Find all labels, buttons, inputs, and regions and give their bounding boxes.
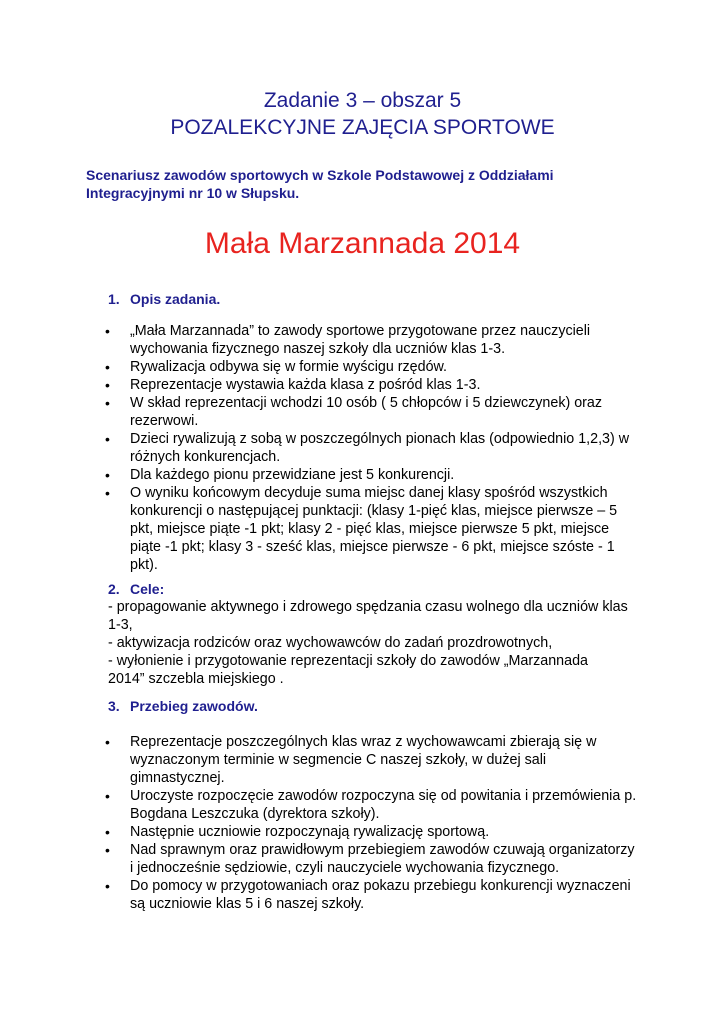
- section-2-heading: [108, 580, 164, 598]
- bullet-icon: •: [105, 842, 110, 858]
- list-item: • Do pomocy w przygotowaniach oraz pokazu przebiegu konkurencji wyznaczeni są uczniowie klas 5 i 6 naszej szkoły.: [105, 878, 631, 912]
- bullet-icon: •: [105, 377, 110, 393]
- section-1-number: 1.: [108, 291, 120, 307]
- list-item: • Reprezentacje poszczególnych klas wraz z wychowawcami zbierają się w wyznaczonym terminie w segmencie C naszej szkoły, w dużej sali gimnastycznej.: [105, 734, 597, 786]
- section-1-title: Opis zadania.: [130, 291, 221, 307]
- list-item: • W skład reprezentacji wchodzi 10 osób ( 5 chłopców i 5 dziewczynek) oraz rezerwowi.: [105, 395, 603, 429]
- bullet-icon: •: [105, 359, 110, 375]
- section-2-title: Cele:: [130, 581, 165, 597]
- list-item: • Nad sprawnym oraz prawidłowym przebiegiem zawodów czuwają organizatorzy i jednocześnie sędziowie, czyli nauczyciele wychowania fizycznego.: [105, 842, 635, 876]
- task-subheading: POZALEKCYJNE ZAJĘCIA SPORTOWE: [170, 116, 555, 139]
- goal-line: - propagowanie aktywnego i zdrowego spędzania czasu wolnego dla uczniów klas 1-3,: [108, 599, 628, 633]
- section-1-heading: [108, 290, 220, 308]
- goal-line: - wyłonienie i przygotowanie reprezentacji szkoły do zawodów „Marzannada 2014” szczebla miejskiego .: [108, 653, 588, 687]
- section-2-number: 2.: [108, 581, 120, 597]
- list-item: • Dla każdego pionu przewidziane jest 5 konkurencji.: [105, 467, 455, 483]
- section-1-list: [0, 322, 640, 574]
- bullet-icon: •: [105, 824, 110, 840]
- bullet-icon: •: [105, 878, 110, 894]
- event-title: Mała Marzannada 2014: [204, 227, 521, 260]
- section-3-number: 3.: [108, 698, 120, 714]
- bullet-icon: •: [105, 467, 110, 483]
- bullet-icon: •: [105, 485, 110, 501]
- list-item: • Rywalizacja odbywa się w formie wyścigu rzędów.: [105, 359, 448, 375]
- bullet-icon: •: [105, 734, 110, 750]
- bullet-icon: •: [105, 431, 110, 447]
- section-2-goals: [108, 598, 628, 688]
- list-item: • Następnie uczniowie rozpoczynają rywalizację sportową.: [105, 824, 490, 840]
- bullet-icon: •: [105, 395, 110, 411]
- scenario-subtitle: Scenariusz zawodów sportowych w Szkole Podstawowej z Oddziałami Integracyjnymi nr 10 w Słupsku.: [86, 167, 554, 201]
- bullet-icon: •: [105, 323, 110, 339]
- section-3-title: Przebieg zawodów.: [130, 698, 258, 714]
- goal-line: - aktywizacja rodziców oraz wychowawców do zadań prozdrowotnych,: [108, 635, 553, 651]
- list-item: • Uroczyste rozpoczęcie zawodów rozpoczyna się od powitania i przemówienia p. Bogdana Leszczuka (dyrektora szkoły).: [105, 788, 637, 822]
- list-item: • „Mała Marzannada” to zawody sportowe przygotowane przez nauczycieli wychowania fizycznego naszej szkoły dla uczniów klas 1-3.: [105, 323, 591, 357]
- list-item: • Dzieci rywalizują z sobą w poszczególnych pionach klas (odpowiednio 1,2,3) w różnych konkurencjach.: [105, 431, 630, 465]
- list-item: • O wyniku końcowym decyduje suma miejsc danej klasy spośród wszystkich konkurencji o następującej punktacji: (klasy 1-pięć klas, miejsce pierwsze – 5 pkt, miejsce piąte -1 pkt; klasy 2 - pięć klas, miejsce pierwsze 5 pkt, miejsce piąte -1 pkt; klasy 3 - sześć klas, miejsce pierwsze - 6 pkt, miejsce szóste - 1 pkt).: [105, 485, 618, 573]
- list-item: • Reprezentacje wystawia każda klasa z pośród klas 1-3.: [105, 377, 481, 393]
- section-3-heading: [108, 697, 258, 715]
- task-heading: Zadanie 3 – obszar 5: [263, 89, 462, 112]
- section-3-list: [0, 733, 640, 913]
- bullet-icon: •: [105, 788, 110, 804]
